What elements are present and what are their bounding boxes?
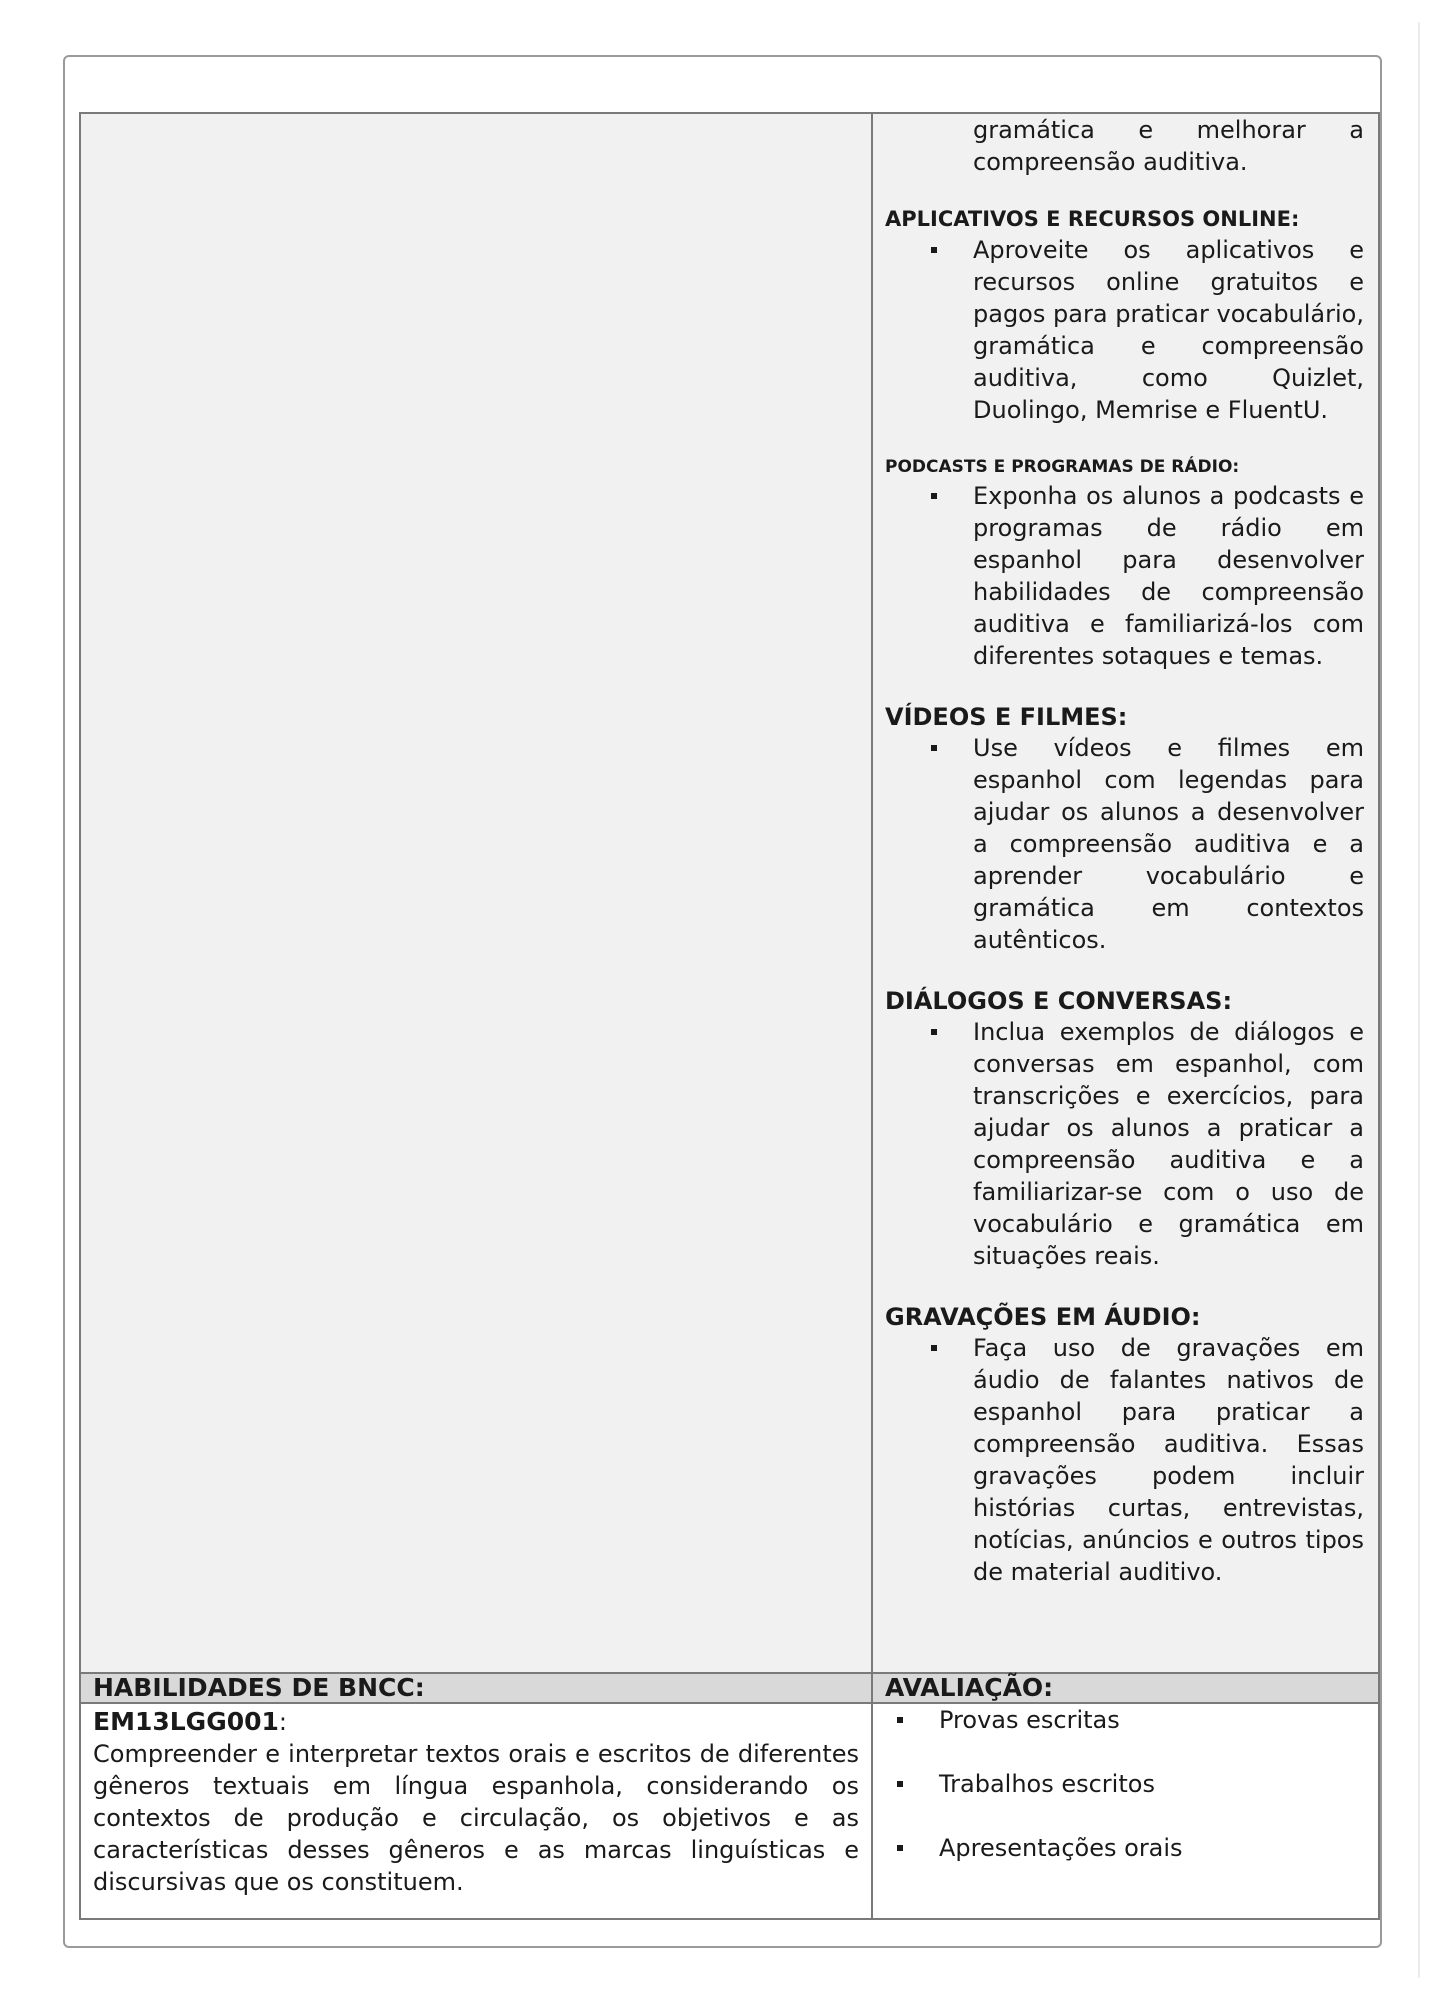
avaliacao-item: Apresentações orais: [885, 1832, 1366, 1864]
bullet-videos: Use vídeos e filmes em espanhol com legendas para ajudar os alunos a desenvolver a compreensão auditiva e a aprender vocabulário e gramática em contextos autênticos.: [885, 732, 1364, 956]
avaliacao-cell: [873, 1704, 1378, 1918]
continuation-text: gramática e melhorar a compreensão auditiva.: [973, 116, 1364, 176]
empty-left-cell: [81, 114, 873, 1672]
header-row: [81, 1672, 1378, 1704]
section-title-apps: APLICATIVOS E RECURSOS ONLINE:: [885, 207, 1300, 231]
habilidade-code-line: [93, 1706, 859, 1738]
avaliacao-item: Trabalhos escritos: [885, 1768, 1366, 1800]
resources-cell: [873, 114, 1378, 1672]
habilidades-cell: [81, 1704, 873, 1918]
bullet-apps: Aproveite os aplicativos e recursos online gratuitos e pagos para praticar vocabulário, gramática e compreensão auditiva, como Quizlet, Duolingo, Memrise e FluentU.: [885, 234, 1364, 426]
avaliacao-item: Provas escritas: [885, 1704, 1366, 1736]
section-title-dialogues: DIÁLOGOS E CONVERSAS:: [885, 987, 1233, 1015]
section-title-audio: GRAVAÇÕES EM ÁUDIO:: [885, 1303, 1201, 1331]
lesson-plan-table: [79, 112, 1380, 1920]
habilidade-code: EM13LGG001: [93, 1707, 279, 1736]
habilidade-code-separator: :: [278, 1708, 287, 1736]
avaliacao-header: AVALIAÇÃO:: [885, 1673, 1054, 1702]
habilidades-header: HABILIDADES DE BNCC:: [81, 1674, 873, 1702]
bullet-podcasts: Exponha os alunos a podcasts e programas de rádio em espanhol para desenvolver habilidades de compreensão auditiva e familiarizá-los com diferentes sotaques e temas.: [885, 480, 1364, 672]
bullet-audio: Faça uso de gravações em áudio de falantes nativos de espanhol para praticar a compreensão auditiva. Essas gravações podem incluir histórias curtas, entrevistas, notícias, anúncios e outros tipos de material auditivo.: [885, 1332, 1364, 1588]
section-title-podcasts: PODCASTS E PROGRAMAS DE RÁDIO:: [885, 457, 1240, 477]
bullet-dialogues: Inclua exemplos de diálogos e conversas em espanhol, com transcrições e exercícios, para ajudar os alunos a praticar a compreensão auditiva e a familiarizar-se com o uso de vocabulário e gramática em situações reais.: [885, 1016, 1364, 1272]
habilidade-description: Compreender e interpretar textos orais e escritos de diferentes gêneros textuais em língua espanhola, considerando os contextos de produção e circulação, os objetivos e as características desses gêneros e as marcas linguísticas e discursivas que os constituem.: [93, 1740, 859, 1896]
section-title-videos: VÍDEOS E FILMES:: [885, 703, 1128, 731]
page-edge-line: [1418, 22, 1420, 1978]
